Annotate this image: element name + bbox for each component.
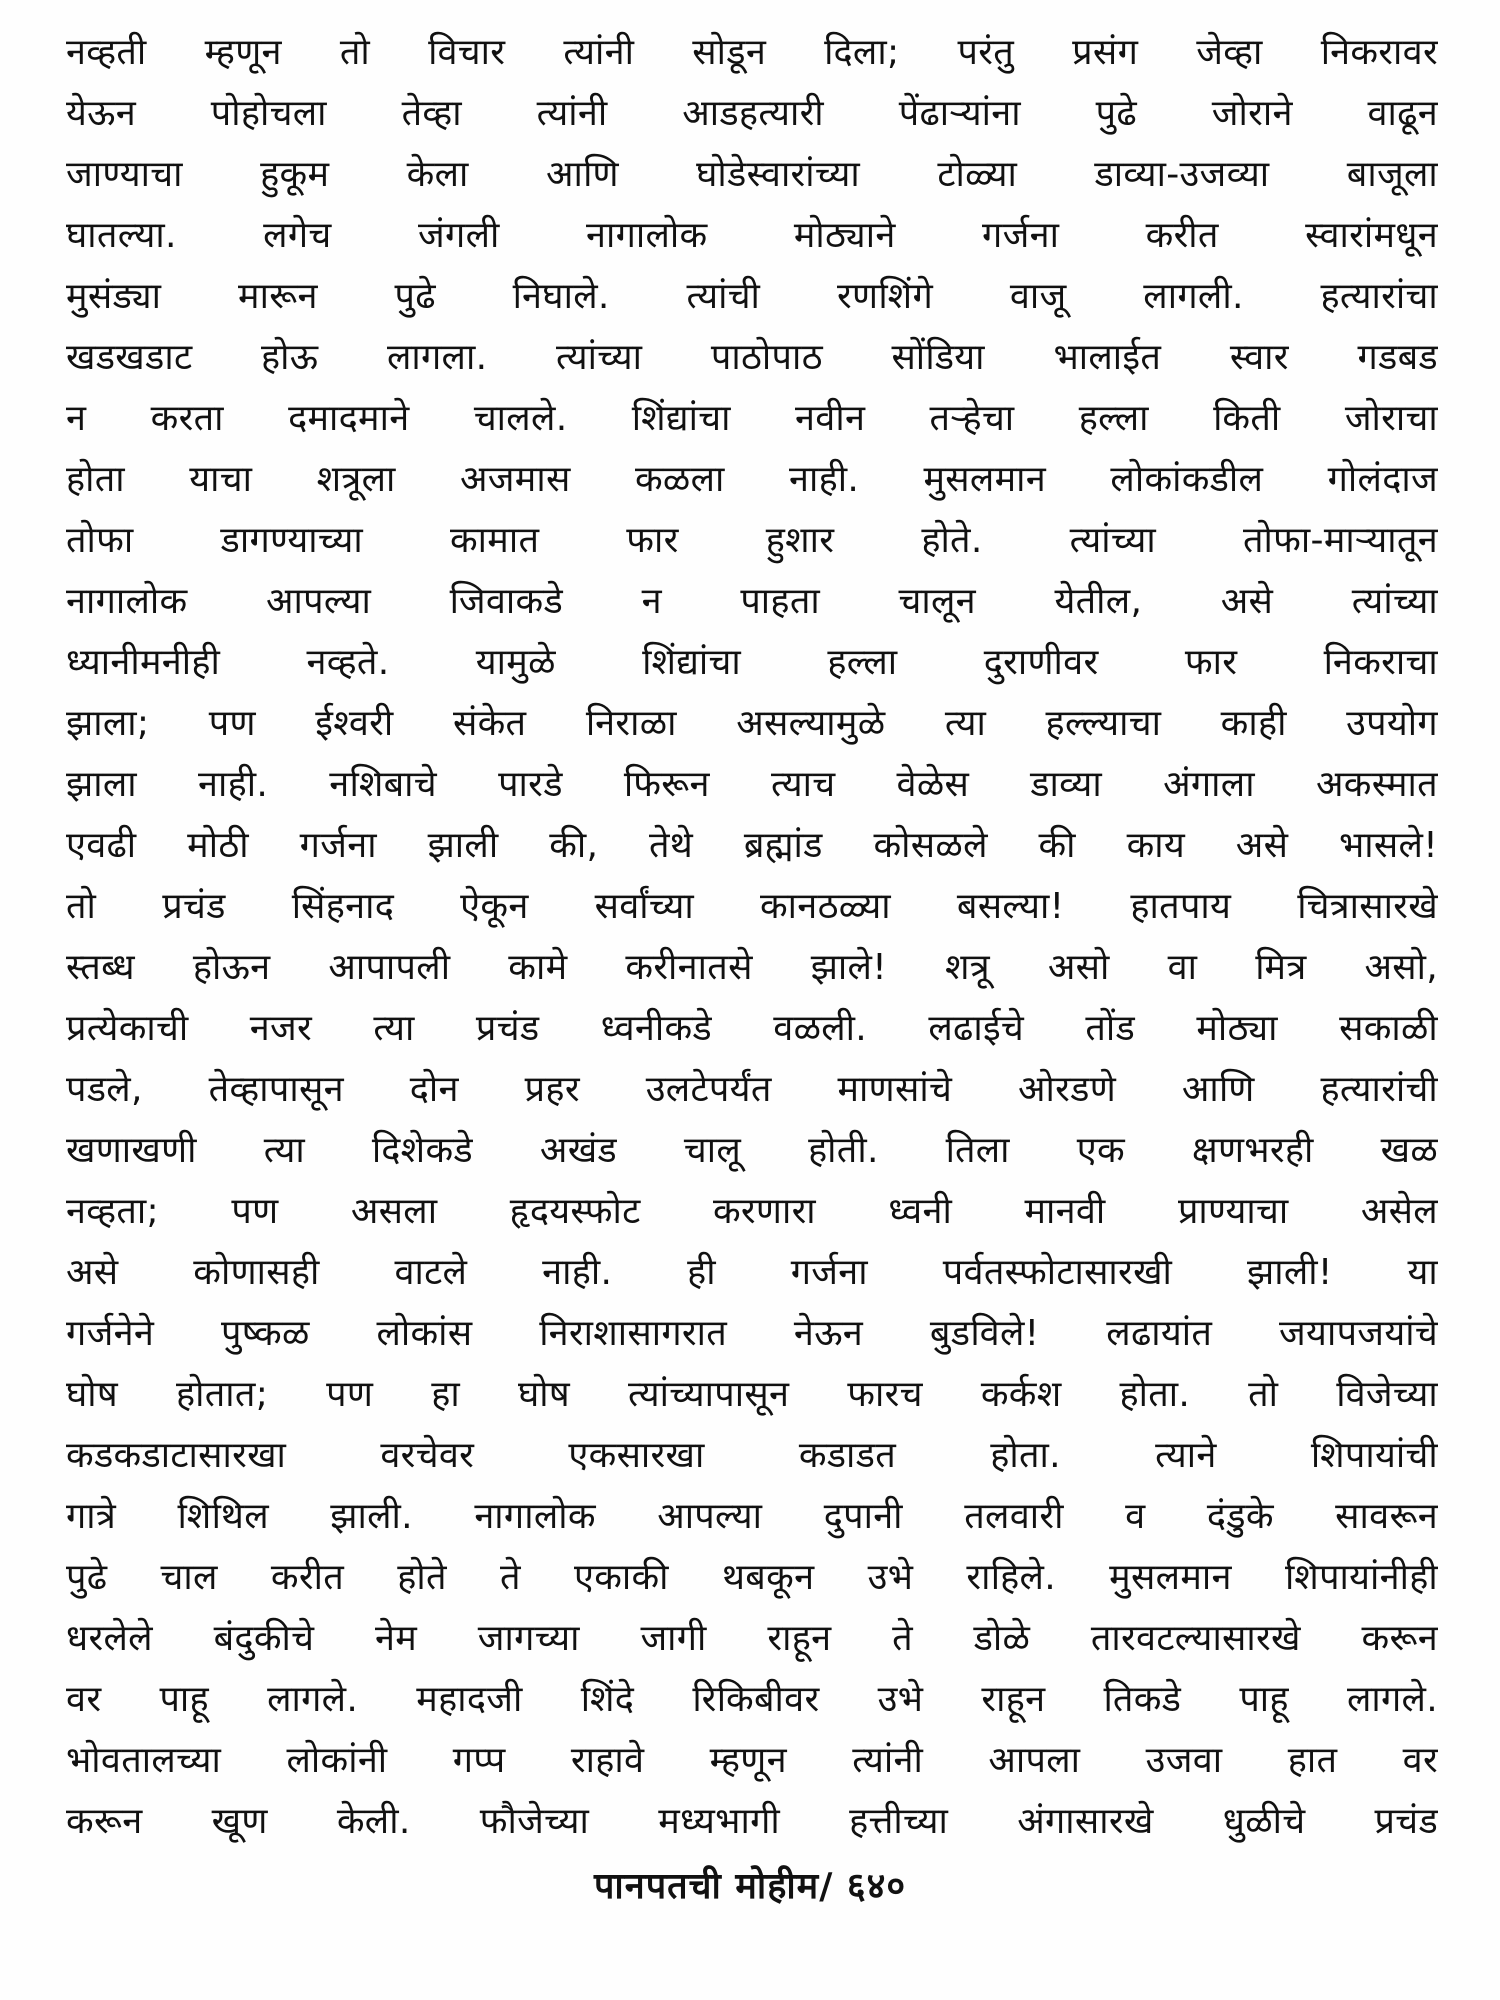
text-line: करून खूण केली. फौजेच्या मध्यभागी हत्तीच्या अंगासारखे धुळीचे प्रचंड [66,1801,1438,1842]
text-line: गात्रे शिथिल झाली. नागालोक आपल्या दुपानी तलवारी व दंडुके सावरून [66,1496,1438,1537]
text-line: धरलेले बंदुकीचे नेम जागच्या जागी राहून ते डोळे तारवटल्यासारखे करून [66,1618,1438,1659]
body-text [66,22,1438,1852]
text-line: नव्हती म्हणून तो विचार त्यांनी सोडून दिला; परंतु प्रसंग जेव्हा निकरावर [66,32,1438,73]
text-line: न करता दमादमाने चालले. शिंद्यांचा नवीन तऱ्हेचा हल्ला किती जोराचा [66,398,1438,439]
text-line: वर पाहू लागले. महादजी शिंदे रिकिबीवर उभे राहून तिकडे पाहू लागले. [66,1679,1438,1720]
text-line: झाला नाही. नशिबाचे पारडे फिरून त्याच वेळेस डाव्या अंगाला अकस्मात [66,764,1438,805]
text-line: मुसंड्या मारून पुढे निघाले. त्यांची रणशिंगे वाजू लागली. हत्यारांचा [66,276,1438,317]
text-line: येऊन पोहोचला तेव्हा त्यांनी आडहत्यारी पेंढाऱ्यांना पुढे जोराने वाढून [66,93,1438,134]
text-line: ध्यानीमनीही नव्हते. यामुळे शिंद्यांचा हल्ला दुराणीवर फार निकराचा [66,642,1438,683]
text-line: घातल्या. लगेच जंगली नागालोक मोठ्याने गर्जना करीत स्वारांमधून [66,215,1438,256]
text-line: जाण्याचा हुकूम केला आणि घोडेस्वारांच्या टोळ्या डाव्या-उजव्या बाजूला [66,154,1438,195]
text-line: कडकडाटासारखा वरचेवर एकसारखा कडाडत होता. त्याने शिपायांची [66,1435,1438,1476]
text-line: पडले, तेव्हापासून दोन प्रहर उलटेपर्यंत माणसांचे ओरडणे आणि हत्यारांची [66,1069,1438,1110]
page-footer: पानपतची मोहीम/ ६४० [593,1866,907,1907]
text-line: खडखडाट होऊ लागला. त्यांच्या पाठोपाठ सोंडिया भालाईत स्वार गडबड [66,337,1438,378]
text-line: एवढी मोठी गर्जना झाली की, तेथे ब्रह्मांड कोसळले की काय असे भासले! [66,825,1438,866]
text-line: गर्जनेने पुष्कळ लोकांस निराशासागरात नेऊन बुडविले! लढायांत जयापजयांचे [66,1313,1438,1354]
text-line: पुढे चाल करीत होते ते एकाकी थबकून उभे राहिले. मुसलमान शिपायांनीही [66,1557,1438,1598]
text-line: भोवतालच्या लोकांनी गप्प राहावे म्हणून त्यांनी आपला उजवा हात वर [66,1740,1438,1781]
text-line: नव्हता; पण असला हृदयस्फोट करणारा ध्वनी मानवी प्राण्याचा असेल [66,1191,1438,1232]
text-line: असे कोणासही वाटले नाही. ही गर्जना पर्वतस्फोटासारखी झाली! या [66,1252,1438,1293]
text-line: नागालोक आपल्या जिवाकडे न पाहता चालून येतील, असे त्यांच्या [66,581,1438,622]
text-line: होता याचा शत्रूला अजमास कळला नाही. मुसलमान लोकांकडील गोलंदाज [66,459,1438,500]
text-line: तोफा डागण्याच्या कामात फार हुशार होते. त्यांच्या तोफा-माऱ्यातून [66,520,1438,561]
text-line: खणाखणी त्या दिशेकडे अखंड चालू होती. तिला एक क्षणभरही खळ [66,1130,1438,1171]
text-line: तो प्रचंड सिंहनाद ऐकून सर्वांच्या कानठळ्या बसल्या! हातपाय चित्रासारखे [66,886,1438,927]
text-line: स्तब्ध होऊन आपापली कामे करीनातसे झाले! शत्रू असो वा मित्र असो, [66,947,1438,988]
text-line: घोष होतात; पण हा घोष त्यांच्यापासून फारच कर्कश होता. तो विजेच्या [66,1374,1438,1415]
text-line: झाला; पण ईश्वरी संकेत निराळा असल्यामुळे त्या हल्ल्याचा काही उपयोग [66,703,1438,744]
text-line: प्रत्येकाची नजर त्या प्रचंड ध्वनीकडे वळली. लढाईचे तोंड मोठ्या सकाळी [66,1008,1438,1049]
